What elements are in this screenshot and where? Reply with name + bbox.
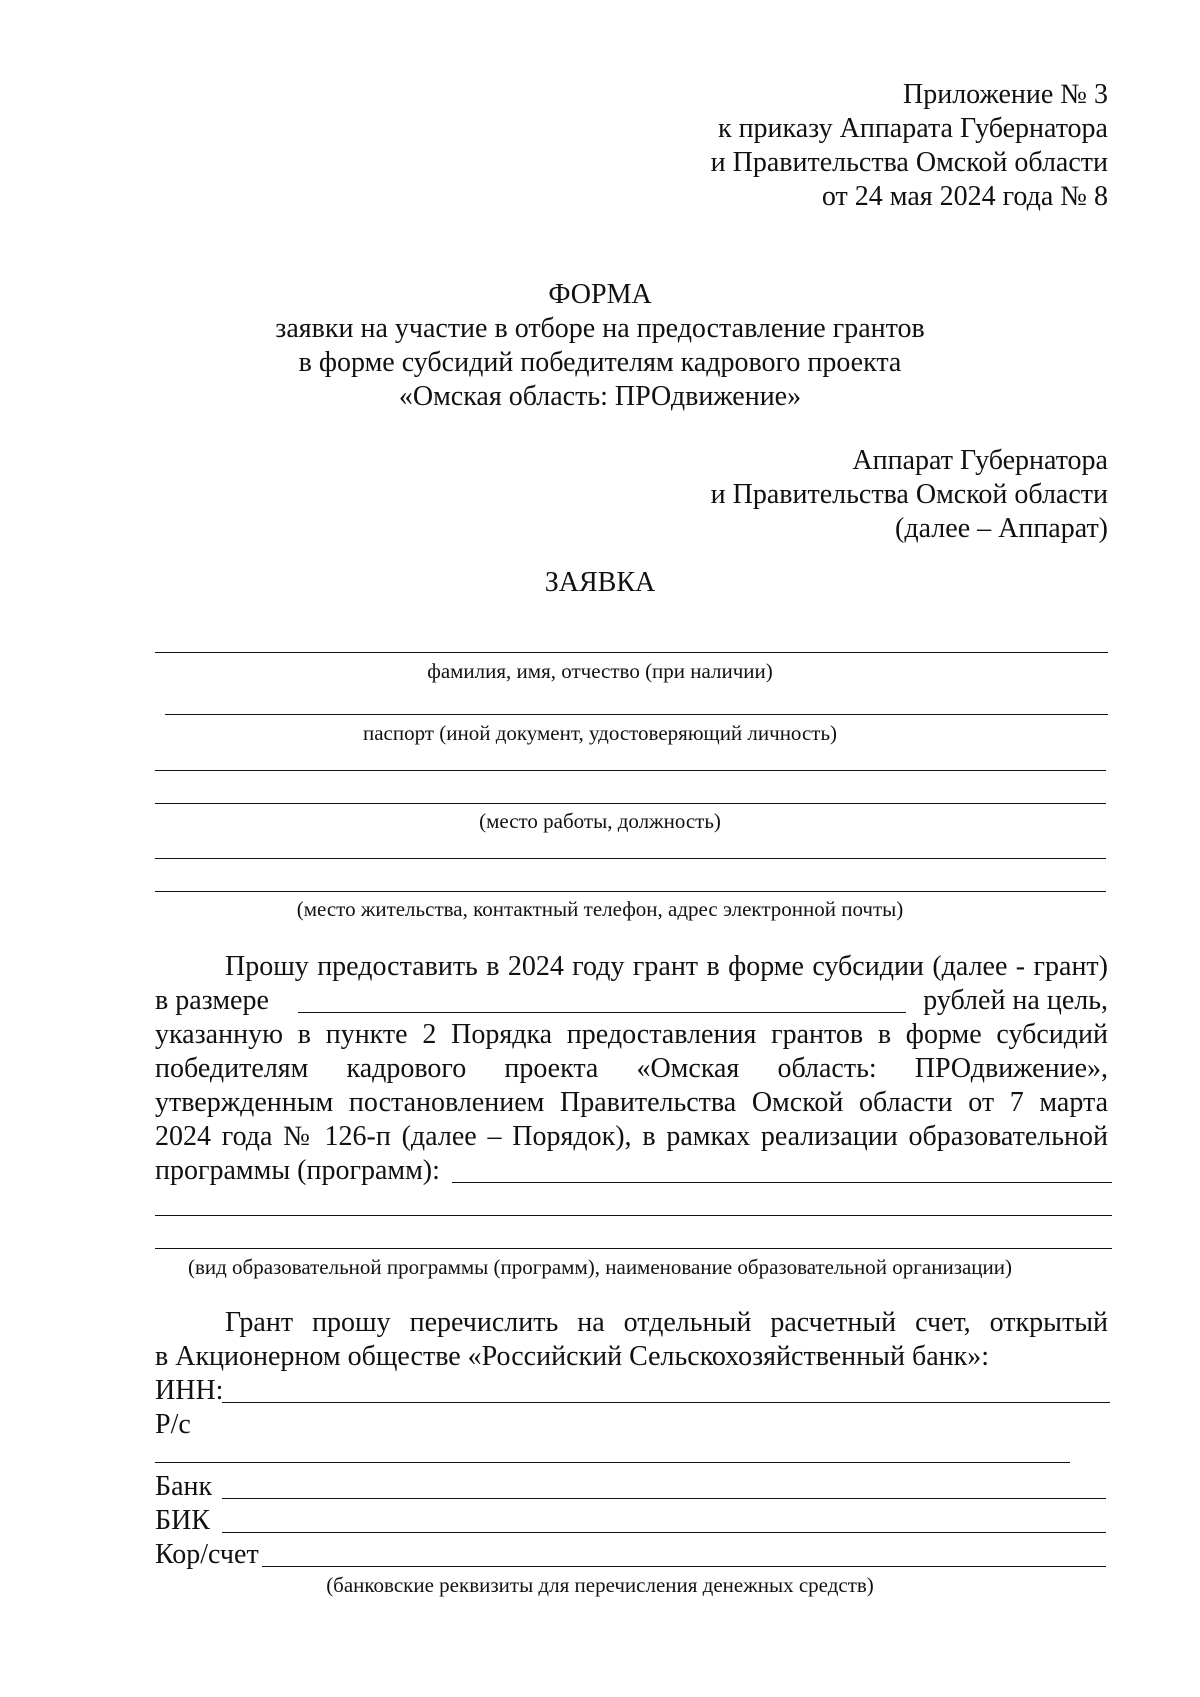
form-subtitle-line3: «Омская область: ПРОдвижение» [398,381,802,412]
application-title: ЗАЯВКА [544,567,656,598]
addressee-line1: Аппарат Губернатора [852,445,1108,476]
appendix-government: и Правительства Омской области [710,147,1108,178]
addressee-line3: (далее – Аппарат) [895,513,1108,544]
residence-line-2[interactable] [155,891,1106,892]
inn-line[interactable] [222,1402,1110,1403]
fio-caption: фамилия, имя, отчество (при наличии) [427,659,773,683]
addressee-block [711,444,1108,546]
request-line-1: Прошу предоставить в 2024 году грант в форме субсидии (далее - грант) [225,951,1108,982]
program-prefix: программы (программ): [155,1155,440,1186]
bik-line[interactable] [222,1532,1106,1533]
bank-label: Банк [155,1471,213,1502]
transfer-line-1: Грант прошу перечислить на отдельный расчетный счет, открытый [225,1307,1108,1338]
form-subtitle-line1: заявки на участие в отборе на предоставление грантов [275,313,925,344]
program-caption: (вид образовательной программы (программ), наименование образовательной организации) [187,1255,1013,1279]
residence-caption: (место жительства, контактный телефон, адрес электронной почты) [296,897,904,921]
work-line-2[interactable] [155,803,1106,804]
work-caption: (место работы, должность) [479,809,721,833]
transfer-line-2: в Акционерном обществе «Российский Сельскохозяйственный банк»: [155,1341,989,1372]
form-title: ФОРМА [548,279,652,310]
program-line-3[interactable] [155,1248,1112,1249]
appendix-header [711,78,1108,214]
request-line-4: победителям кадрового проекта «Омская область: ПРОдвижение», [155,1053,1108,1084]
amount-suffix: рублей на цель, [923,985,1108,1016]
program-line-1[interactable] [452,1182,1112,1183]
inn-label: ИНН: [155,1375,224,1406]
form-subtitle-line2: в форме субсидий победителям кадрового проекта [298,347,902,378]
residence-line-1[interactable] [155,858,1106,859]
fio-line[interactable] [155,652,1108,653]
program-line-2[interactable] [155,1215,1112,1216]
passport-caption: паспорт (иной документ, удостоверяющий личность) [362,721,838,745]
bank-line[interactable] [222,1498,1106,1499]
appendix-number: Приложение № 3 [903,79,1108,110]
rs-label: Р/с [155,1409,191,1440]
korschet-label: Кор/счет [155,1539,259,1570]
amount-prefix: в размере [155,985,269,1016]
bank-caption: (банковские реквизиты для перечисления денежных средств) [326,1573,874,1597]
request-line-3: указанную в пункте 2 Порядка предоставления грантов в форме субсидий [155,1019,1108,1050]
amount-line[interactable] [298,1012,906,1013]
request-line-6: 2024 года № 126-п (далее – Порядок), в рамках реализации образовательной [155,1121,1108,1152]
addressee-line2: и Правительства Омской области [710,479,1108,510]
bik-label: БИК [155,1505,210,1536]
passport-line[interactable] [165,714,1108,715]
appendix-date: от 24 мая 2024 года № 8 [821,181,1108,212]
work-line-1[interactable] [155,770,1106,771]
request-line-5: утвержденным постановлением Правительства Омской области от 7 марта [155,1087,1108,1118]
appendix-order-ref: к приказу Аппарата Губернатора [717,113,1108,144]
korschet-line[interactable] [262,1566,1106,1567]
rs-line[interactable] [155,1462,1070,1463]
